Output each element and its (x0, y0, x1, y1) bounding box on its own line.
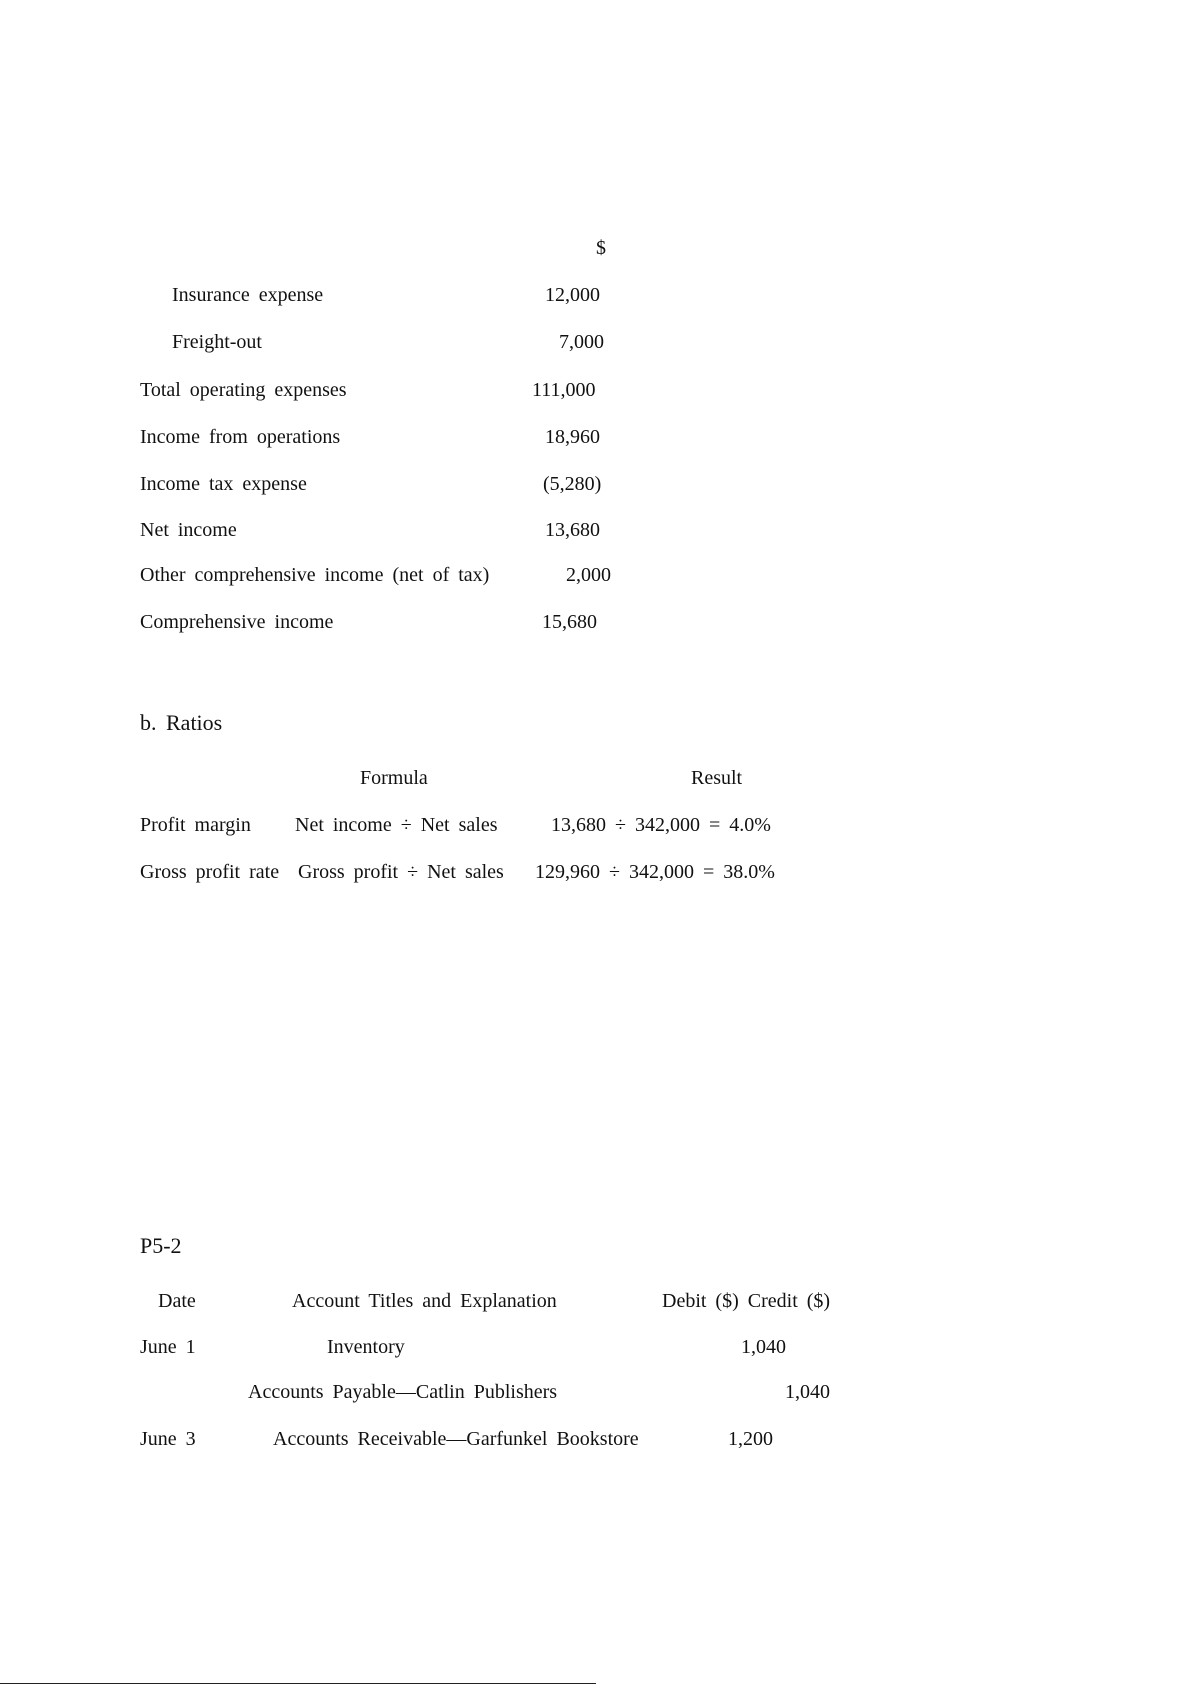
entry-debit: 1,040 (741, 1336, 786, 1358)
insurance-expense-label: Insurance expense (172, 284, 324, 306)
income-tax-expense-value: (5,280) (543, 473, 602, 495)
profit-margin-name: Profit margin (140, 814, 251, 836)
profit-margin-result: 13,680 ÷ 342,000 = 4.0% (551, 814, 771, 836)
freight-out-value: 7,000 (559, 331, 604, 353)
entry-date: June 1 (140, 1336, 196, 1358)
entry-account: Inventory (327, 1336, 405, 1358)
comprehensive-income-label: Comprehensive income (140, 611, 334, 633)
account-column-header: Account Titles and Explanation (292, 1290, 557, 1312)
gross-profit-rate-formula: Gross profit ÷ Net sales (298, 861, 504, 883)
gross-profit-rate-result: 129,960 ÷ 342,000 = 38.0% (535, 861, 775, 883)
comprehensive-income-value: 15,680 (542, 611, 597, 633)
entry-debit: 1,200 (728, 1428, 773, 1450)
total-operating-expenses-value: 111,000 (532, 379, 596, 401)
net-income-value: 13,680 (545, 519, 600, 541)
debit-credit-column-header: Debit ($) Credit ($) (662, 1290, 831, 1312)
other-comprehensive-income-value: 2,000 (566, 564, 611, 586)
entry-credit: 1,040 (785, 1381, 830, 1403)
entry-account: Accounts Payable—Catlin Publishers (248, 1381, 558, 1403)
other-comprehensive-income-label: Other comprehensive income (net of tax) (140, 564, 490, 586)
total-operating-expenses-label: Total operating expenses (140, 379, 347, 401)
date-column-header: Date (158, 1290, 196, 1312)
footnote-separator (0, 1683, 596, 1684)
currency-symbol: $ (596, 237, 606, 259)
formula-column-header: Formula (360, 767, 428, 789)
profit-margin-formula: Net income ÷ Net sales (295, 814, 498, 836)
result-column-header: Result (691, 767, 743, 789)
net-income-label: Net income (140, 519, 237, 541)
income-tax-expense-label: Income tax expense (140, 473, 307, 495)
freight-out-label: Freight-out (172, 331, 262, 353)
income-from-operations-value: 18,960 (545, 426, 600, 448)
entry-date: June 3 (140, 1428, 196, 1450)
journal-heading: P5-2 (140, 1233, 182, 1258)
insurance-expense-value: 12,000 (545, 284, 600, 306)
gross-profit-rate-name: Gross profit rate (140, 861, 280, 883)
entry-account: Accounts Receivable—Garfunkel Bookstore (273, 1428, 639, 1450)
ratios-heading: b. Ratios (140, 710, 223, 735)
income-from-operations-label: Income from operations (140, 426, 341, 448)
